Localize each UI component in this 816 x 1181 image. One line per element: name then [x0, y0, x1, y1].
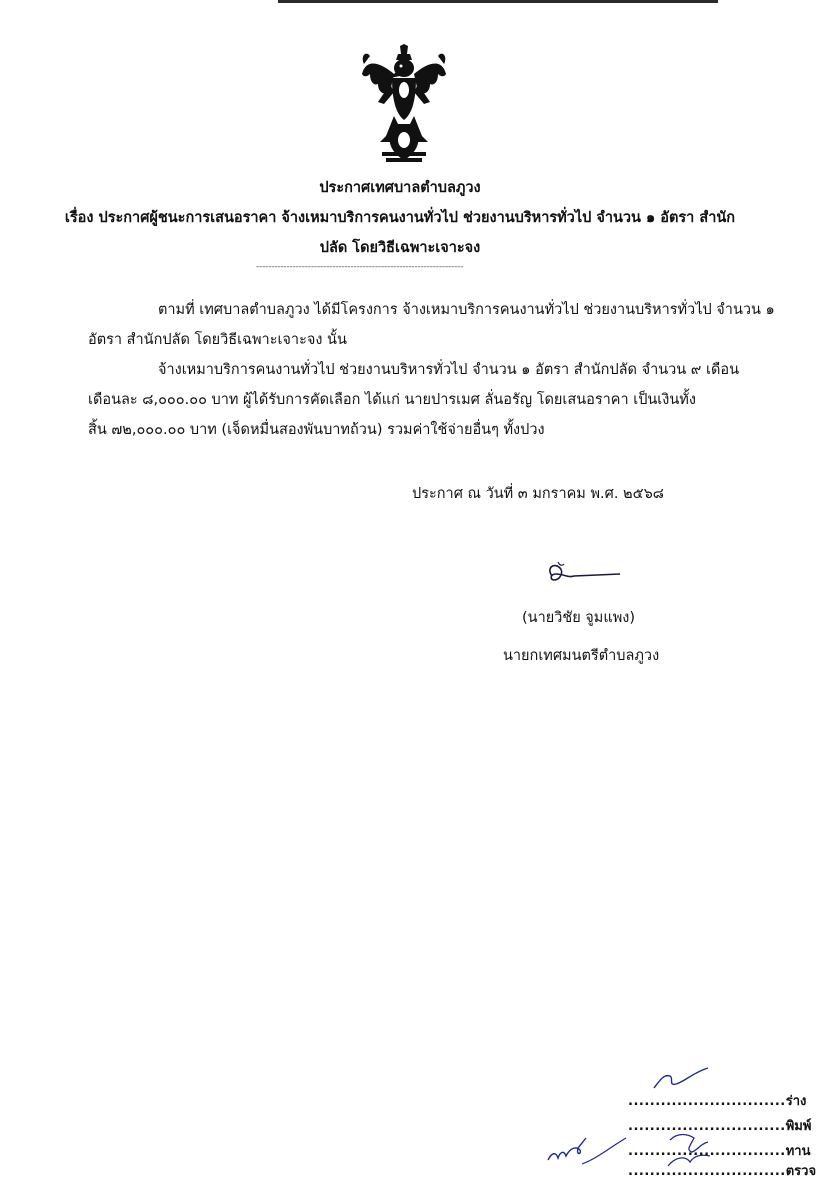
paragraph-2-line-1: จ้างเหมาบริการคนงานทั่วไป ช่วยงานบริหารทั่วไป จำนวน ๑ อัตรา สำนักปลัด จำนวน ๙ เดือน	[158, 362, 740, 378]
footer-print: .............................พิมพ์	[628, 1119, 812, 1134]
signature-mark	[538, 558, 628, 588]
initial-draft-sign	[650, 1064, 712, 1092]
announce-date: ประกาศ ณ วันที่ ๓ มกราคม พ.ศ. ๒๕๖๘	[412, 486, 664, 502]
document-title: ประกาศเทศบาลตำบลภูวง	[319, 180, 481, 196]
signatory-position: นายกเทศมนตรีตำบลภูวง	[503, 648, 660, 664]
paragraph-1-line-1: ตามที่ เทศบาลตำบลภูวง ได้มีโครงการ จ้างเหมาบริการคนงานทั่วไป ช่วยงานบริหารทั่วไป จำนวน ๑	[158, 302, 775, 318]
initial-check-sign	[546, 1134, 628, 1170]
footer-draft: .............................ร่าง	[628, 1094, 807, 1109]
footer-check: .............................ตรวจ	[628, 1164, 816, 1179]
footer-proofread: .............................ทาน	[628, 1144, 811, 1159]
scan-top-edge	[278, 0, 718, 3]
subject-line-1: เรื่อง ประกาศผู้ชนะการเสนอราคา จ้างเหมาบริการคนงานทั่วไป ช่วยงานบริหารทั่วไป จำนวน ๑ อัตรา สำนัก	[64, 210, 736, 226]
paragraph-2-line-2: เดือนละ ๘,๐๐๐.๐๐ บาท ผู้ได้รับการคัดเลือก ได้แก่ นายปารเมศ ลั่นอรัญ โดยเสนอราคา เป็นเงินทั้ง	[88, 392, 696, 408]
garuda-emblem-icon	[356, 44, 452, 164]
divider: --------------------------------------------------------------------	[256, 262, 464, 272]
signatory-name: (นายวิชัย จูมแพง)	[522, 610, 635, 626]
paragraph-1-line-2: อัตรา สำนักปลัด โดยวิธีเฉพาะเจาะจง นั้น	[88, 332, 347, 348]
paragraph-2-line-3: สิ้น ๗๒,๐๐๐.๐๐ บาท (เจ็ดหมื่นสองพันบาทถ้วน) รวมค่าใช้จ่ายอื่นๆ ทั้งปวง	[88, 422, 545, 438]
subject-line-2: ปลัด โดยวิธีเฉพาะเจาะจง	[319, 240, 481, 256]
